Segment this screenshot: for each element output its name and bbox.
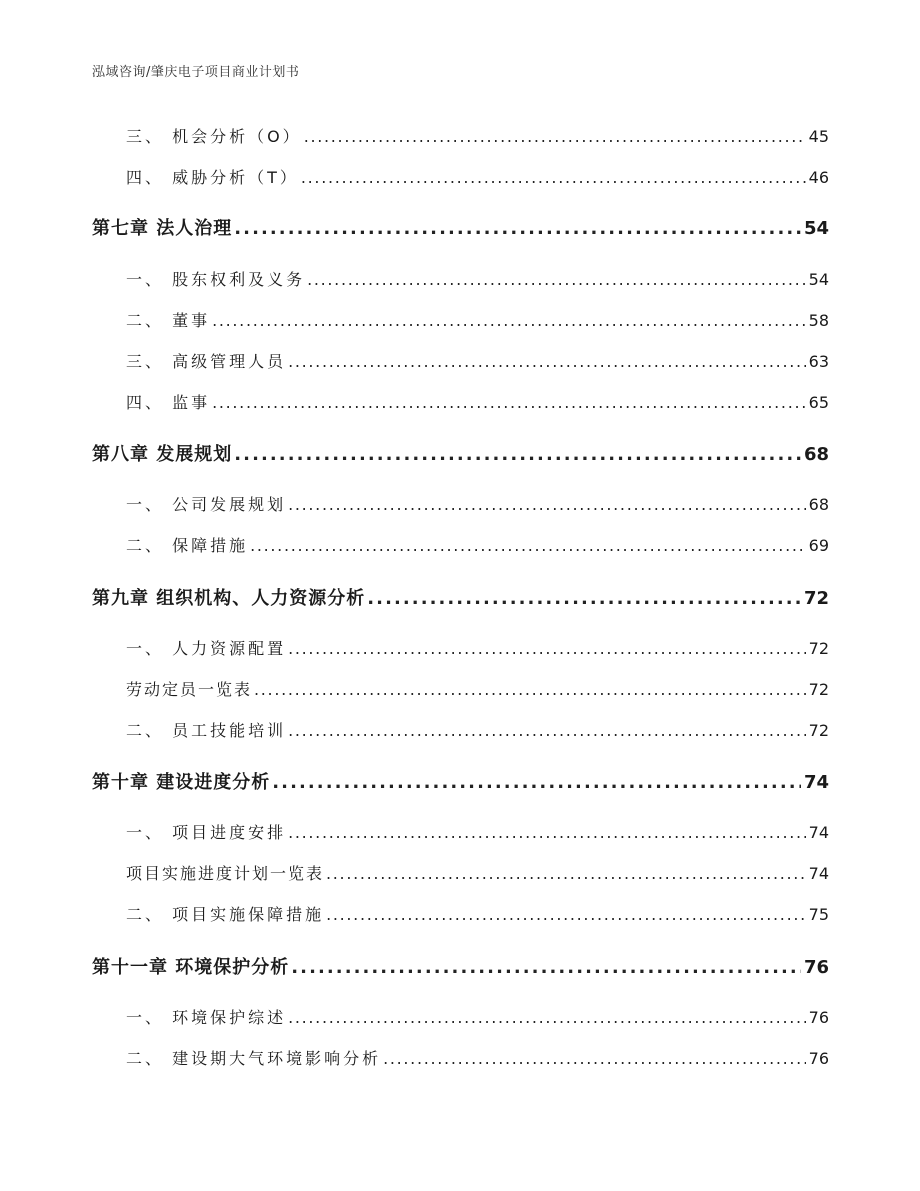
- toc-entry-page: 76: [808, 1049, 829, 1068]
- toc-entry[interactable]: [0, 349, 829, 372]
- toc-entry[interactable]: [0, 820, 829, 843]
- toc-entry-page: 68: [803, 444, 829, 465]
- toc-chapter-title: 第九章 组织机构、人力资源分析: [92, 588, 366, 609]
- toc-entry[interactable]: [0, 165, 829, 188]
- toc-entry[interactable]: [0, 902, 829, 925]
- dot-leader: [254, 680, 806, 699]
- toc-entry-title: 项目实施进度计划一览表: [126, 864, 325, 883]
- toc-chapter-entry[interactable]: [0, 440, 829, 466]
- toc-entry-title: 一、 股东权利及义务: [126, 270, 306, 289]
- toc-chapter-title: 第八章 发展规划: [92, 444, 233, 465]
- dot-leader: [288, 352, 806, 371]
- toc-entry-title: 二、 董事: [126, 311, 211, 330]
- toc-chapter-entry[interactable]: [0, 584, 829, 610]
- toc-entry-title: 一、 公司发展规划: [126, 495, 287, 514]
- dot-leader: [291, 957, 801, 978]
- toc-chapter-entry[interactable]: [0, 953, 829, 979]
- toc-chapter-title: 第十一章 环境保护分析: [92, 957, 290, 978]
- toc-chapter-entry[interactable]: [0, 768, 829, 794]
- toc-entry-page: 74: [808, 823, 829, 842]
- toc-entry-page: 76: [803, 957, 829, 978]
- dot-leader: [212, 393, 806, 412]
- dot-leader: [307, 270, 806, 289]
- dot-leader: [288, 1008, 806, 1027]
- dot-leader: [288, 823, 806, 842]
- dot-leader: [272, 772, 801, 793]
- toc-entry-page: 46: [808, 168, 829, 187]
- toc-entry-title: 二、 建设期大气环境影响分析: [126, 1049, 382, 1068]
- dot-leader: [288, 639, 806, 658]
- toc-entry-page: 65: [808, 393, 829, 412]
- toc-entry-page: 58: [808, 311, 829, 330]
- dot-leader: [301, 168, 806, 187]
- toc-entry-title: 劳动定员一览表: [126, 680, 253, 699]
- toc-sub-entry[interactable]: [0, 861, 829, 884]
- dot-leader: [234, 444, 801, 465]
- toc-entry-title: 四、 监事: [126, 393, 211, 412]
- toc-entry-title: 一、 人力资源配置: [126, 639, 287, 658]
- toc-entry[interactable]: [0, 124, 829, 147]
- toc-entry-page: 72: [803, 588, 829, 609]
- toc-entry-page: 54: [803, 218, 829, 239]
- page-header: 泓域咨询/肇庆电子项目商业计划书: [92, 65, 300, 80]
- dot-leader: [326, 864, 806, 883]
- toc-entry[interactable]: [0, 492, 829, 515]
- dot-leader: [304, 127, 806, 146]
- toc-entry[interactable]: [0, 533, 829, 556]
- toc-entry-page: 72: [808, 680, 829, 699]
- toc-entry[interactable]: [0, 1046, 829, 1069]
- toc-entry-title: 四、 威胁分析（T）: [126, 168, 299, 187]
- dot-leader: [212, 311, 806, 330]
- dot-leader: [250, 536, 806, 555]
- toc-entry-title: 二、 保障措施: [126, 536, 249, 555]
- dot-leader: [234, 218, 801, 239]
- dot-leader: [288, 495, 806, 514]
- toc-entry[interactable]: [0, 636, 829, 659]
- toc-entry[interactable]: [0, 1005, 829, 1028]
- toc-entry-page: 72: [808, 639, 829, 658]
- toc-entry-title: 三、 高级管理人员: [126, 352, 287, 371]
- toc-entry-page: 69: [808, 536, 829, 555]
- toc-entry[interactable]: [0, 308, 829, 331]
- toc-chapter-title: 第十章 建设进度分析: [92, 772, 271, 793]
- toc-entry-page: 63: [808, 352, 829, 371]
- toc-entry[interactable]: [0, 718, 829, 741]
- toc-entry-page: 74: [808, 864, 829, 883]
- toc-entry-page: 74: [803, 772, 829, 793]
- toc-entry-title: 一、 项目进度安排: [126, 823, 287, 842]
- toc-sub-entry[interactable]: [0, 677, 829, 700]
- toc-entry-title: 二、 项目实施保障措施: [126, 905, 325, 924]
- toc-entry[interactable]: [0, 267, 829, 290]
- dot-leader: [367, 588, 801, 609]
- toc-entry-title: 二、 员工技能培训: [126, 721, 287, 740]
- toc-entry[interactable]: [0, 390, 829, 413]
- toc-chapter-entry[interactable]: [0, 214, 829, 240]
- toc-entry-page: 76: [808, 1008, 829, 1027]
- toc-entry-page: 68: [808, 495, 829, 514]
- toc-entry-page: 45: [808, 127, 829, 146]
- toc-entry-page: 54: [808, 270, 829, 289]
- toc-entry-page: 72: [808, 721, 829, 740]
- toc-chapter-title: 第七章 法人治理: [92, 218, 233, 239]
- dot-leader: [288, 721, 806, 740]
- toc-entry-title: 三、 机会分析（O）: [126, 127, 302, 146]
- dot-leader: [326, 905, 806, 924]
- toc-entry-title: 一、 环境保护综述: [126, 1008, 287, 1027]
- dot-leader: [383, 1049, 806, 1068]
- toc-entry-page: 75: [808, 905, 829, 924]
